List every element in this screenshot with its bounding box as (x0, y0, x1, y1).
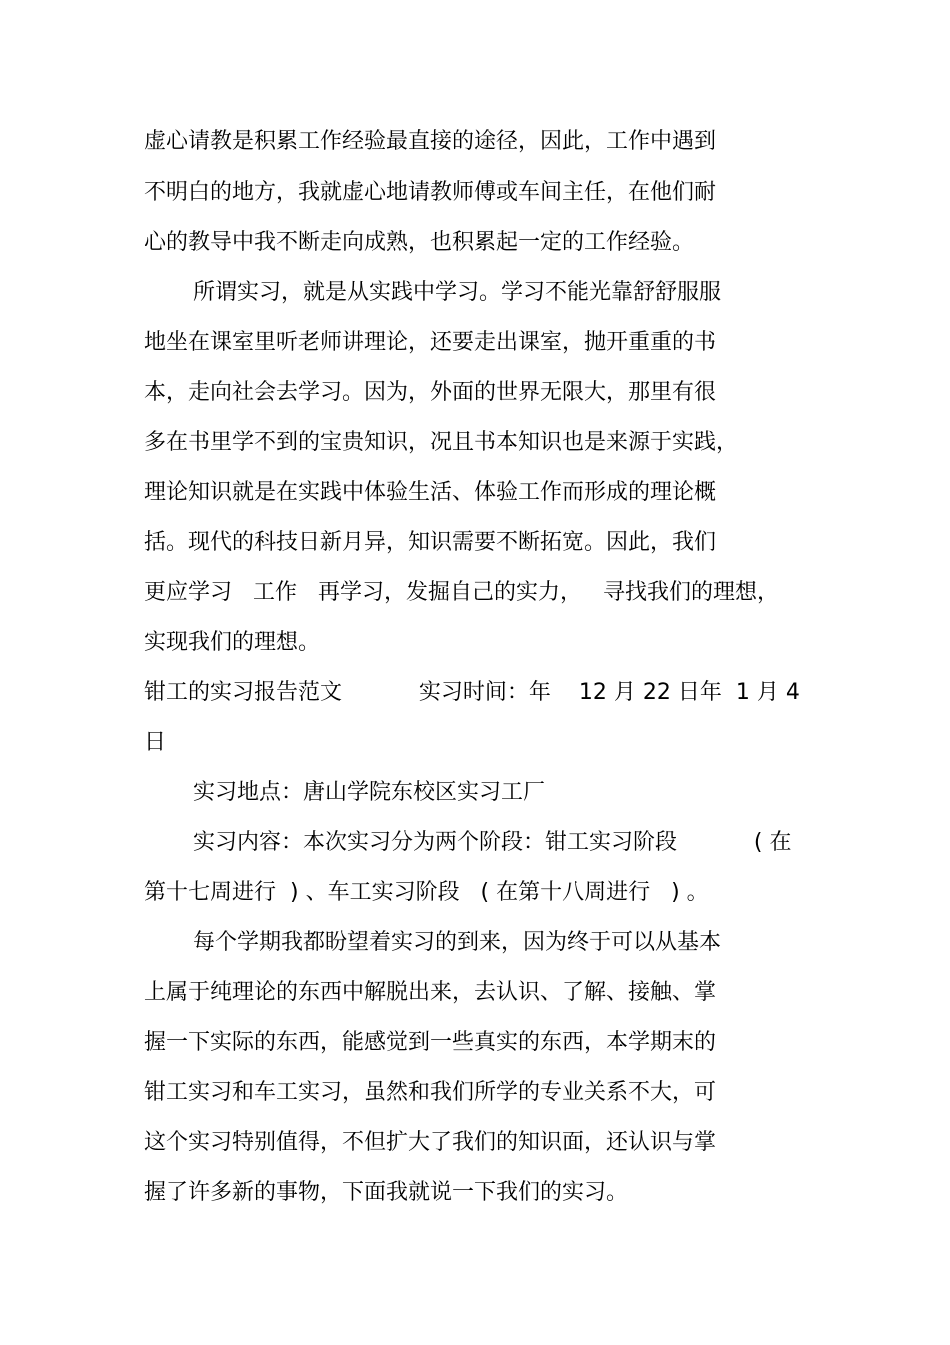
text-line: 括。现代的科技日新月异，知识需要不断拓宽。因此，我们 (144, 530, 717, 555)
text-line: 心的教导中我不断走向成熟，也积累起一定的工作经验。 (144, 230, 695, 255)
title-line: 钳工的实习报告范文 实习时间：年 12 月 22 日年 1 月 4 (144, 680, 800, 705)
text-line: 钳工实习和车工实习，虽然和我们所学的专业关系不大，可 (144, 1080, 717, 1105)
text-line: 虚心请教是积累工作经验最直接的途径，因此，工作中遇到 (144, 129, 717, 154)
text-line: 日 (144, 730, 167, 755)
text-line: 多在书里学不到的宝贵知识，况且书本知识也是来源于实践， (144, 430, 739, 455)
paragraph-first-line: 每个学期我都盼望着实习的到来，因为终于可以从基本 (193, 930, 722, 955)
text-line: 握了许多新的事物，下面我就说一下我们的实习。 (144, 1180, 629, 1205)
text-line: 不明白的地方，我就虚心地请教师傅或车间主任，在他们耐 (144, 180, 717, 205)
text-line: 本，走向社会去学习。因为，外面的世界无限大，那里有很 (144, 380, 717, 405)
paragraph-first-line: 所谓实习，就是从实践中学习。学习不能光靠舒舒服服 (193, 280, 722, 305)
text-line: 实现我们的理想。 (144, 630, 321, 655)
text-line: 理论知识就是在实践中体验生活、体验工作而形成的理论概 (144, 480, 717, 505)
text-line: 这个实习特别值得，不但扩大了我们的知识面，还认识与掌 (144, 1130, 717, 1155)
text-line: 更应学习 工作 再学习，发掘自己的实力， 寻找我们的理想， (144, 580, 779, 605)
paragraph-first-line: 实习地点：唐山学院东校区实习工厂 (193, 780, 546, 805)
text-line: 地坐在课室里听老师讲理论，还要走出课室，抛开重重的书 (144, 330, 717, 355)
text-line: 握一下实际的东西，能感觉到一些真实的东西，本学期末的 (144, 1030, 717, 1055)
text-line: 上属于纯理论的东西中解脱出来，去认识、了解、接触、掌 (144, 980, 717, 1005)
text-line: 第十七周进行 ) 、车工实习阶段 ( 在第十八周进行 ) 。 (144, 880, 709, 905)
paragraph-first-line: 实习内容：本次实习分为两个阶段：钳工实习阶段 ( 在 (193, 830, 792, 855)
